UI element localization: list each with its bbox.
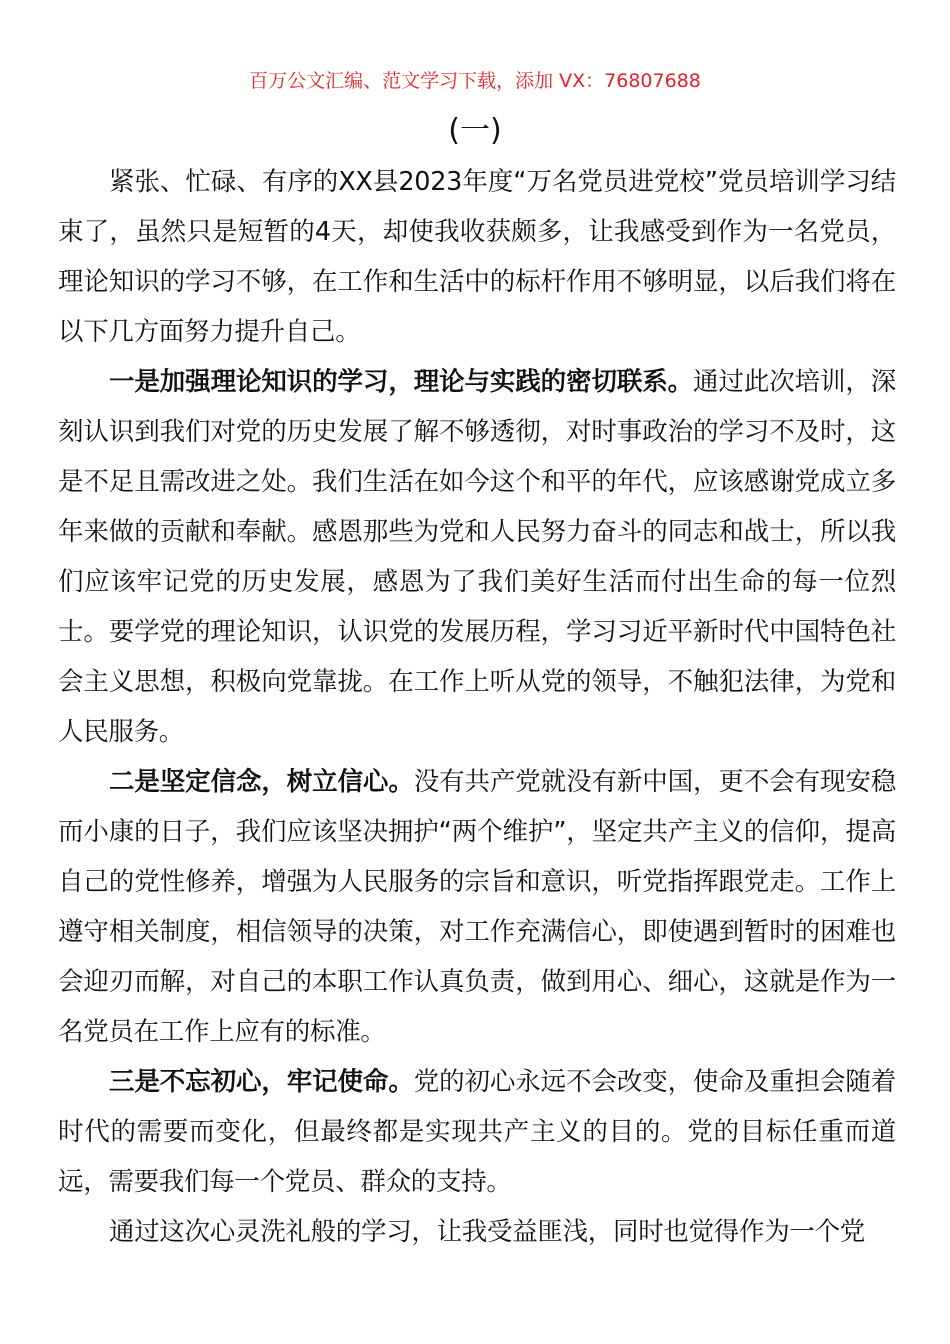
paragraph-point-three [58, 1057, 896, 1207]
document-title: (一) [448, 113, 502, 148]
paragraph-intro [58, 157, 896, 357]
paragraph-conclusion [58, 1207, 896, 1257]
paragraph-text: 党的初心永远不会改变，使命及重担会随着时代的需要而变化，但最终都是实现共产主义的目的。党的目标任重而道远，需要我们每一个党员、群众的支持。 [58, 1067, 896, 1197]
paragraph-lead: 二是坚定信念，树立信心。 [109, 767, 414, 797]
paragraph-text: 没有共产党就没有新中国，更不会有现安稳而小康的日子，我们应该坚决拥护“两个维护”，坚定共产主义的信仰，提高自己的党性修养，增强为人民服务的宗旨和意识，听党指挥跟党走。工作上遵守相关制度，相信领导的决策，对工作充满信心，即使遇到暂时的困难也会迎刃而解，对自己的本职工作认真负责，做到用心、细心，这就是作为一名党员在工作上应有的标准。 [58, 767, 896, 1047]
paragraph-text: 通过此次培训，深刻认识到我们对党的历史发展了解不够透彻，对时事政治的学习不及时，这是不足且需改进之处。我们生活在如今这个和平的年代，应该感谢党成立多年来做的贡献和奉献。感恩那些为党和人民努力奋斗的同志和战士，所以我们应该牢记党的历史发展，感恩为了我们美好生活而付出生命的每一位烈士。要学党的理论知识，认识党的发展历程，学习习近平新时代中国特色社会主义思想，积极向党靠拢。在工作上听从党的领导，不触犯法律，为党和人民服务。 [58, 367, 896, 747]
paragraph-lead: 一是加强理论知识的学习，理论与实践的密切联系。 [109, 367, 694, 397]
paragraph-point-one [58, 357, 896, 757]
paragraph-text: 紧张、忙碌、有序的XX县2023年度“万名党员进党校”党员培训学习结束了，虽然只是短暂的4天，却使我收获颇多，让我感受到作为一名党员，理论知识的学习不够，在工作和生活中的标杆作用不够明显，以后我们将在以下几方面努力提升自己。 [58, 167, 896, 347]
watermark-header: 百万公文汇编、范文学习下载，添加 VX：76807688 [249, 70, 701, 92]
paragraph-text: 通过这次心灵洗礼般的学习，让我受益匪浅，同时也觉得作为一个党 [109, 1217, 866, 1247]
paragraph-lead: 三是不忘初心，牢记使命。 [109, 1067, 414, 1097]
document-body [58, 157, 896, 1257]
paragraph-point-two [58, 757, 896, 1057]
